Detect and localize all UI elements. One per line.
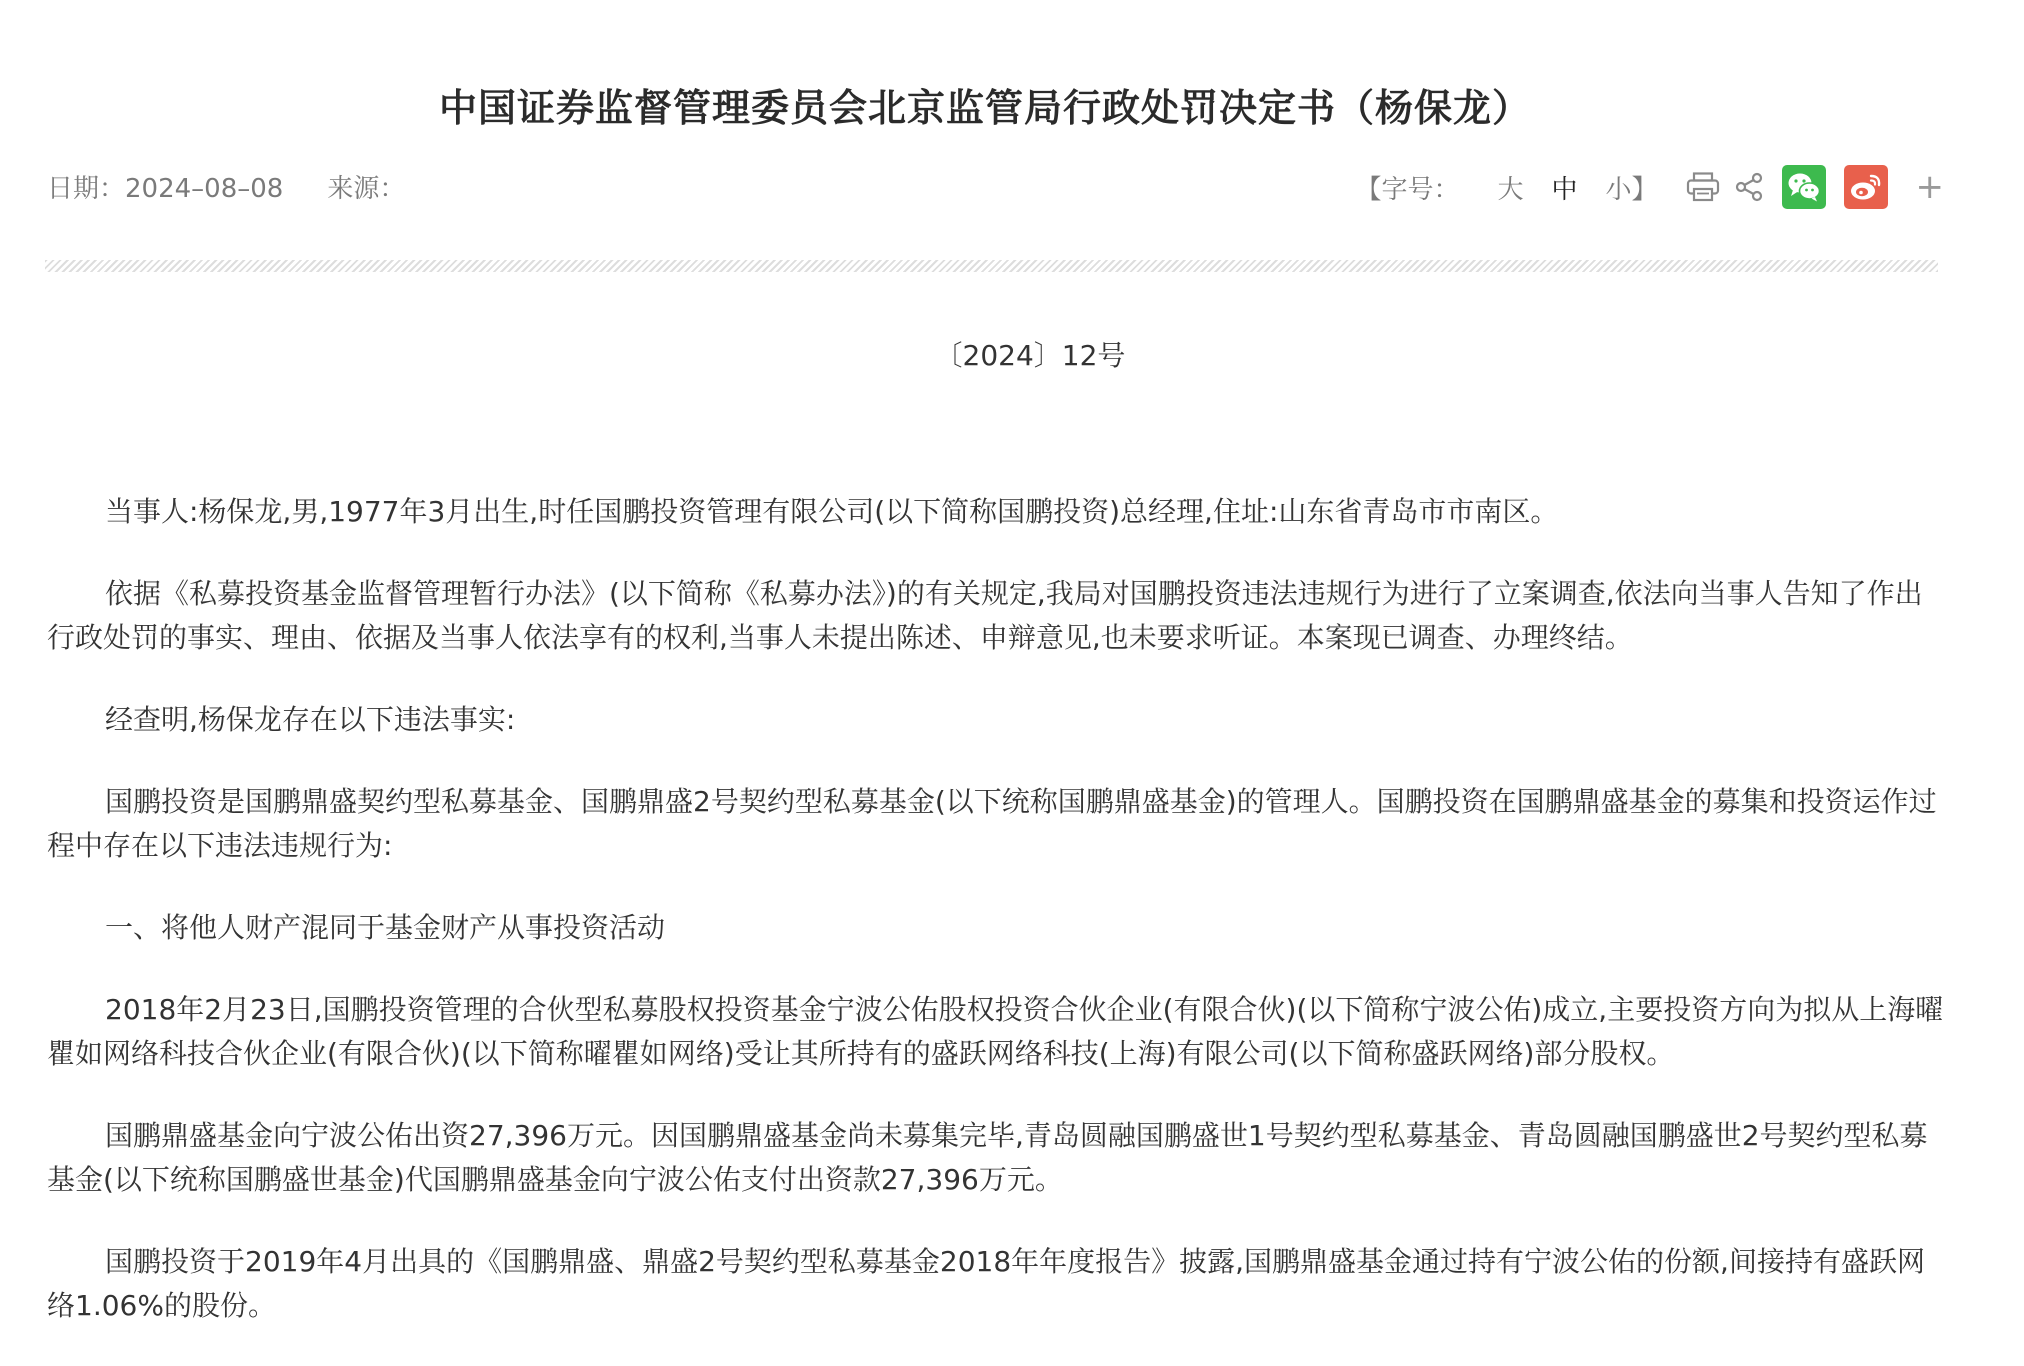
paragraph: 国鹏投资是国鹏鼎盛契约型私募基金、国鹏鼎盛2号契约型私募基金(以下统称国鹏鼎盛基金)的管理人。国鹏投资在国鹏鼎盛基金的募集和投资运作过程中存在以下违法违规行为:: [47, 785, 1937, 862]
document-number: 〔2024〕12号: [934, 339, 1126, 372]
font-size-label: 【字号：: [1355, 174, 1460, 205]
paragraph: 依据《私募投资基金监督管理暂行办法》(以下简称《私募办法》)的有关规定,我局对国鹏投资违法违规行为进行了立案调查,依法向当事人告知了作出行政处罚的事实、理由、依据及当事人依法享有的权利,当事人未提出陈述、申辩意见,也未要求听证。本案现已调查、办理终结。: [47, 577, 1923, 654]
article-toolbar: [1355, 164, 1944, 210]
font-size-small-button[interactable]: 小】: [1605, 174, 1658, 205]
divider: [45, 260, 1938, 272]
paragraph: 经查明,杨保龙存在以下违法事实:: [105, 703, 516, 736]
paragraph: 国鹏鼎盛基金向宁波公佑出资27,396万元。因国鹏鼎盛基金尚未募集完毕,青岛圆融国鹏盛世1号契约型私募基金、青岛圆融国鹏盛世2号契约型私募基金(以下统称国鹏盛世基金)代国鹏鼎盛基金向宁波公佑支付出资款27,396万元。: [47, 1119, 1928, 1196]
section-heading: 一、将他人财产混同于基金财产从事投资活动: [105, 911, 666, 944]
publish-date: 日期：2024–08–08: [47, 174, 284, 204]
paragraph: 当事人:杨保龙,男,1977年3月出生,时任国鹏投资管理有限公司(以下简称国鹏投资)总经理,住址:山东省青岛市市南区。: [105, 495, 1559, 528]
font-size-medium-button[interactable]: 中: [1551, 174, 1578, 205]
wechat-icon[interactable]: [1782, 165, 1826, 209]
paragraph: 2018年2月23日,国鹏投资管理的合伙型私募股权投资基金宁波公佑股权投资合伙企业(有限合伙)(以下简称宁波公佑)成立,主要投资方向为拟从上海曜瞿如网络科技合伙企业(有限合伙)(以下简称曜瞿如网络)受让其所持有的盛跃网络科技(上海)有限公司(以下简称盛跃网络)部分股权。: [47, 993, 1944, 1070]
print-icon[interactable]: [1686, 172, 1720, 202]
article-body: [47, 490, 1945, 1366]
paragraph: 国鹏投资于2019年4月出具的《国鹏鼎盛、鼎盛2号契约型私募基金2018年年度报告》披露,国鹏鼎盛基金通过持有宁波公佑的份额,间接持有盛跃网络1.06%的股份。: [47, 1245, 1925, 1322]
more-share-button[interactable]: +: [1915, 167, 1944, 207]
font-size-large-button[interactable]: 大: [1497, 174, 1524, 205]
page-title: 中国证券监督管理委员会北京监管局行政处罚决定书（杨保龙）: [438, 86, 1531, 131]
share-icon[interactable]: [1734, 172, 1764, 202]
weibo-icon[interactable]: [1844, 165, 1888, 209]
source-label: 来源：: [327, 174, 406, 204]
article-meta: [47, 168, 405, 205]
